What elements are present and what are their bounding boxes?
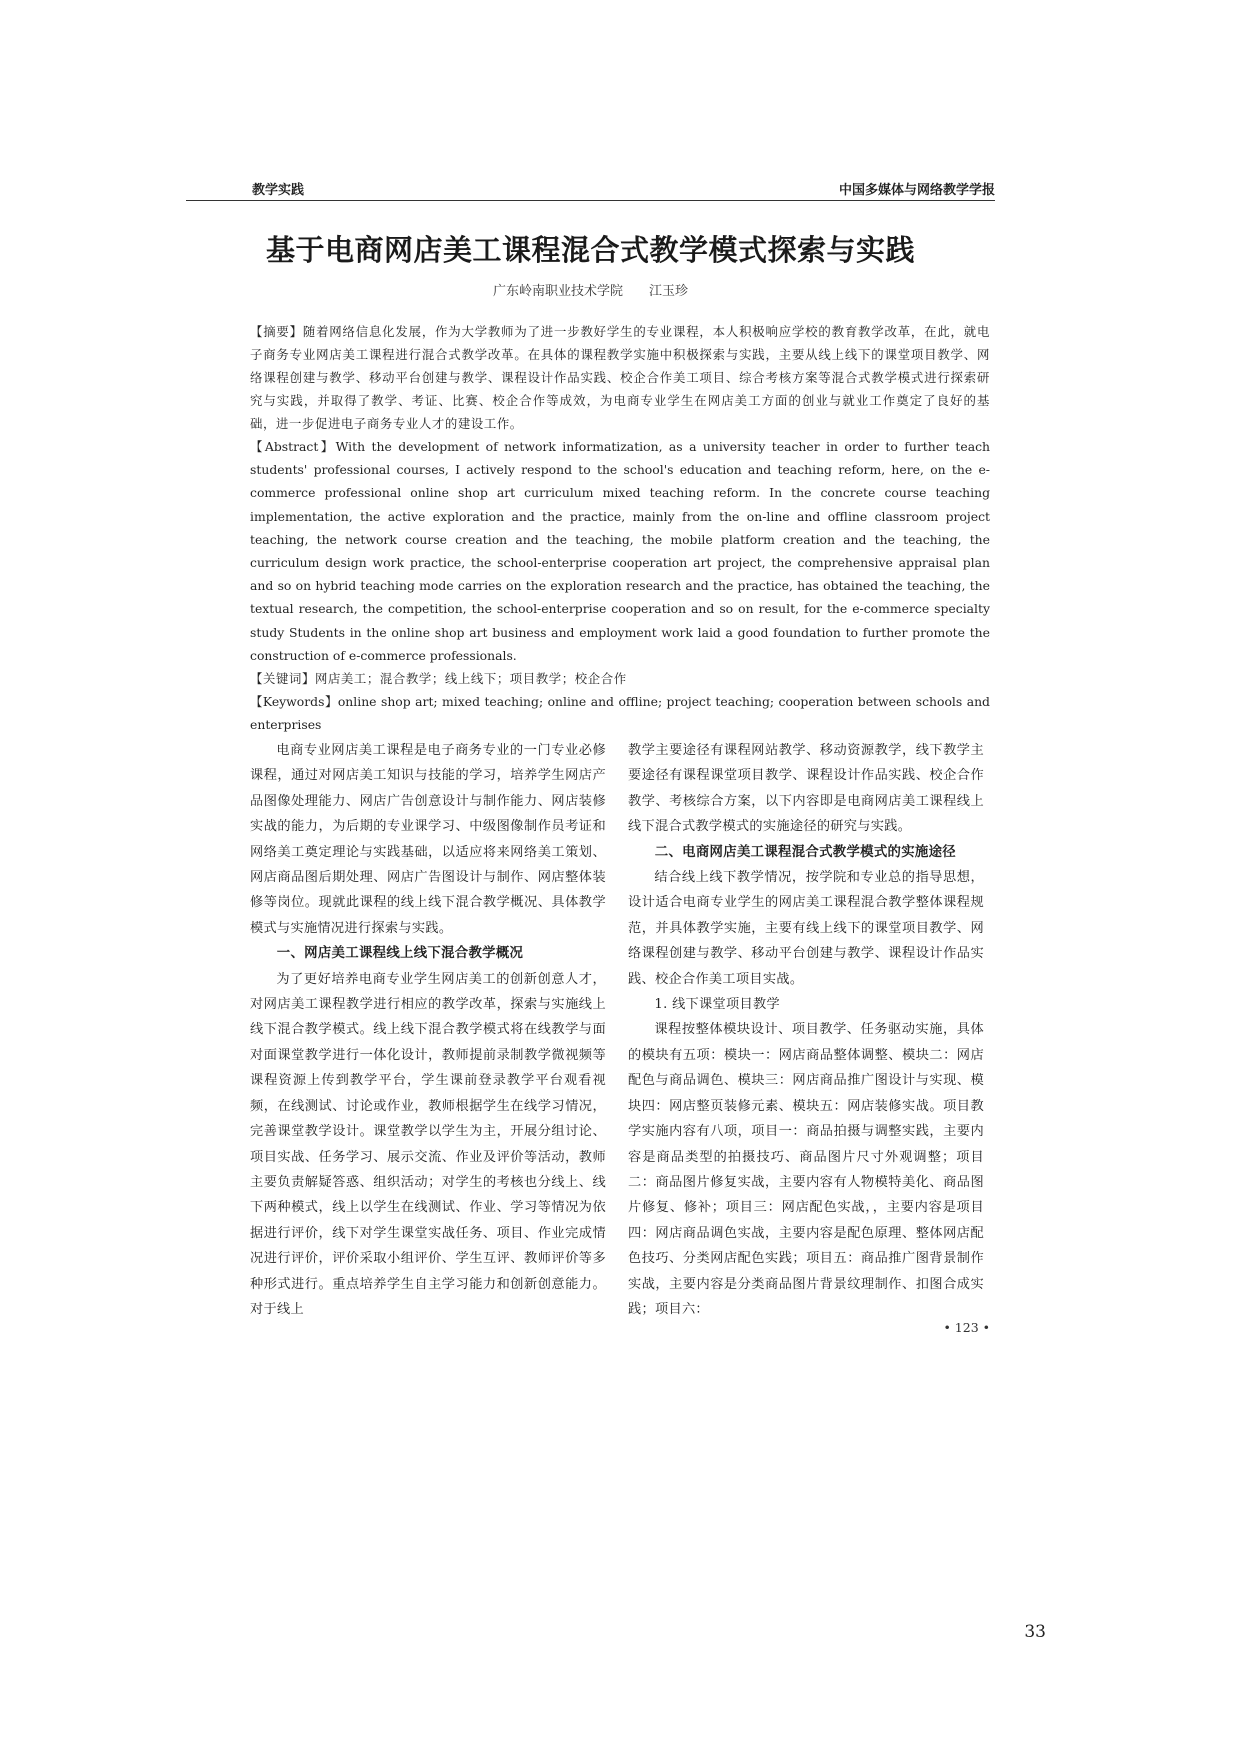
body-column-left	[250, 738, 606, 1322]
section-1-paragraph: 为了更好培养电商专业学生网店美工的创新创意人才，对网店美工课程教学进行相应的教学改革，探索与实施线上线下混合教学模式。线上线下混合教学模式将在线教学与面对面课堂教学进行一体化设计，教师提前录制教学微视频等课程资源上传到教学平台，学生课前登录教学平台观看视频，在线测试、讨论或作业，教师根据学生在线学习情况，完善课堂教学设计。课堂教学以学生为主，开展分组讨论、项目实战、任务学习、展示交流、作业及评价等活动，教师主要负责解疑答惑、组织活动；对学生的考核也分线上、线下两种模式，线上以学生在线测试、作业、学习等情况为依据进行评价，线下对学生课堂实战任务、项目、作业完成情况进行评价，评价采取小组评价、学生互评、教师评价等多种形式进行。重点培养学生自主学习能力和创新创意能力。对于线上	[250, 971, 606, 1317]
abstract-english: 【Abstract】With the development of network informatization, as a university teacher in order to further teach students' professional courses, I actively respond to the school's education and teaching reform, here, on the e-commerce professional online shop art curriculum mixed teaching reform. In the concrete course teaching implementation, the active exploration and the practice, mainly from the on-line and offline classroom project teaching, the network course creation and the teaching, the mobile platform creation and the teaching, the curriculum design work practice, the school-enterprise cooperation art project, the comprehensive appraisal plan and so on hybrid teaching mode carries on the exploration research and the practice, has obtained the teaching, the textual research, the competition, the school-enterprise cooperation and so on result, for the e-commerce specialty study Students in the online shop art business and employment work laid a good foundation to further promote the construction of e-commerce professionals.	[250, 439, 990, 663]
keywords-chinese: 【关键词】网店美工；混合教学；线上线下；项目教学；校企合作	[250, 671, 627, 687]
abstract-block	[250, 320, 990, 736]
section-2-paragraph: 结合线上线下教学情况，按学院和专业总的指导思想，设计适合电商专业学生的网店美工课程混合教学整体课程规范，并具体教学实施，主要有线上线下的课堂项目教学、网络课程创建与教学、移动平台创建与教学、课程设计作品实践、校企合作美工项目实战。	[628, 870, 984, 987]
body-columns	[250, 738, 990, 1317]
running-head-journal: 中国多媒体与网络教学学报	[838, 183, 995, 198]
affiliation: 广东岭南职业技术学院	[492, 284, 623, 299]
running-head-section: 教学实践	[252, 183, 305, 198]
section-1-heading: 一、网店美工课程线上线下混合教学概况	[276, 946, 524, 962]
paper-title: 基于电商网店美工课程混合式教学模式探索与实践	[265, 233, 915, 267]
byline	[186, 280, 995, 299]
subsection-1-paragraph: 课程按整体模块设计、项目教学、任务驱动实施，具体的模块有五项：模块一：网店商品整体调整、模块二：网店配色与商品调色、模块三：网店商品推广图设计与实现、模块四：网店整页装修元素、模块五：网店装修实战。项目教学实施内容有八项，项目一：商品拍摄与调整实践，主要内容是商品类型的拍摄技巧、商品图片尺寸外观调整；项目二：商品图片修复实战，主要内容有人物模特美化、商品图片修复、修补；项目三：网店配色实战，，主要内容是项目四：网店商品调色实战，主要内容是配色原理、整体网店配色技巧、分类网店配色实践；项目五：商品推广图背景制作实战，主要内容是分类商品图片背景纹理制作、扣图合成实践；项目六：	[628, 1022, 984, 1317]
journal-page-number: • 123 •	[943, 1320, 990, 1335]
section-2-heading: 二、电商网店美工课程混合式教学模式的实施途径	[654, 844, 956, 860]
continued-paragraph: 教学主要途径有课程网站教学、移动资源教学，线下教学主要途径有课程课堂项目教学、课程设计作品实践、校企合作教学、考核综合方案，以下内容即是电商网店美工课程线上线下混合式教学模式的实施途径的研究与实践。	[628, 743, 984, 835]
subsection-1-heading: 1. 线下课堂项目教学	[654, 997, 780, 1013]
body-column-right	[628, 738, 984, 1322]
header-rule	[186, 200, 995, 201]
intro-paragraph: 电商专业网店美工课程是电子商务专业的一门专业必修课程，通过对网店美工知识与技能的学习，培养学生网店产品图像处理能力、网店广告创意设计与制作能力、网店装修实战的能力，为后期的专业课学习、中级图像制作员考证和网络美工奠定理论与实践基础，以适应将来网络美工策划、网店商品图后期处理、网店广告图设计与制作、网店整体装修等岗位。现就此课程的线上线下混合教学概况、具体教学模式与实施情况进行探索与实践。	[250, 743, 606, 936]
abstract-chinese: 【摘要】随着网络信息化发展，作为大学教师为了进一步教好学生的专业课程，本人积极响应学校的教育教学改革，在此，就电子商务专业网店美工课程进行混合式教学改革。在具体的课程教学实施中积极探索与实践，主要从线上线下的课堂项目教学、网络课程创建与教学、移动平台创建与教学、课程设计作品实践、校企合作美工项目、综合考核方案等混合式教学模式进行探索研究与实践，并取得了教学、考证、比赛、校企合作等成效，为电商专业学生在网店美工方面的创业与就业工作奠定了良好的基础，进一步促进电子商务专业人才的建设工作。	[250, 324, 990, 431]
keywords-english: 【Keywords】online shop art; mixed teaching; online and offline; project teaching; cooperation between schools and enterprises	[250, 694, 990, 733]
document-page-number: 33	[1024, 1622, 1046, 1642]
author: 江玉珍	[649, 284, 689, 299]
